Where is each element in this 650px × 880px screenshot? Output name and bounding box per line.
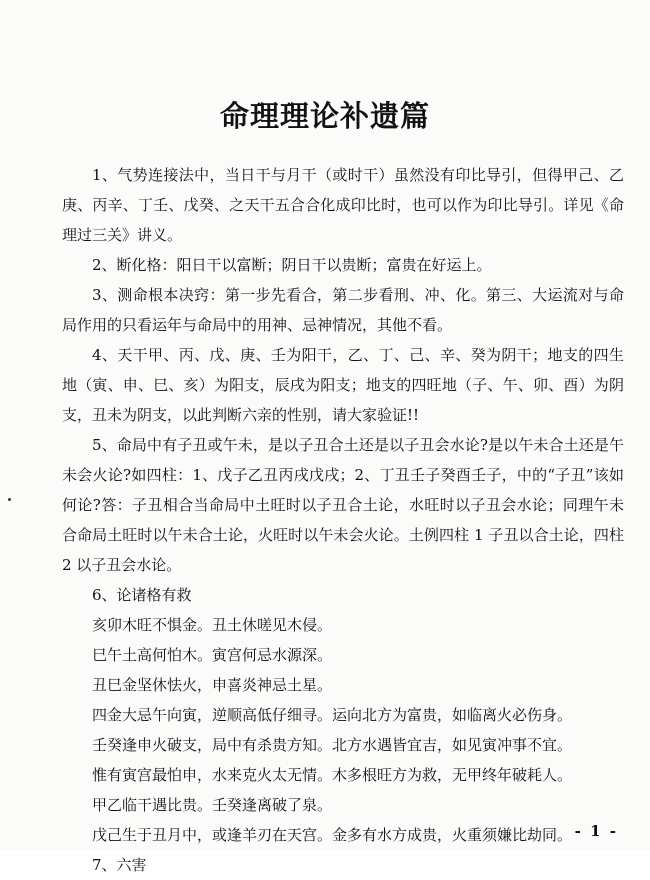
paragraph-2: 2、断化格：阳日干以富断；阴日干以贵断；富贵在好运上。	[92, 256, 492, 274]
section-heading-7: 7、六害	[92, 856, 147, 874]
verse-line-2: 巳午土高何怕木。寅宫何忌水源深。	[92, 646, 333, 664]
page-title: 命理理论补遗篇	[219, 99, 430, 133]
verse-line-3: 丑巳金坚休怯火，申喜炎神忌土星。	[92, 676, 333, 694]
scan-speck	[8, 498, 11, 501]
verse-line-1: 亥卯木旺不惧金。丑土休嗟见木侵。	[92, 616, 333, 634]
paragraph-3: 3、测命根本决窍：第一步先看合，第二步看刑、冲、化。第三、大运流对与命局作用的只看运年与命局中的用神、忌神情况，其他不看。	[62, 286, 624, 334]
paragraph-4: 4、天干甲、丙、戊、庚、壬为阳干，乙、丁、己、辛、癸为阴干；地支的四生地（寅、申、巳、亥）为阳支，辰戌为阳支；地支的四旺地（子、午、卯、酉）为阴支，丑未为阴支，以此判断六亲的性别，请大家验证!!	[62, 346, 624, 424]
verse-line-8: 戊己生于丑月中，或逢羊刃在天宫。金多有水方成贵，火重须嫌比劫同。	[92, 826, 573, 844]
section-heading-6: 6、论诸格有救	[92, 586, 192, 604]
paragraph-5: 5、命局中有子丑或午未，是以子丑合土还是以子丑会水论?是以午未合土还是午未会火论?如四柱：1、戊子乙丑丙戌戊戌；2、丁丑壬子癸酉壬子，中的“子丑”该如何论?答：子丑相合当命局中土旺时以子丑合土论，水旺时以子丑会水论；同理午未合命局土旺时以午未合土论，火旺时以午未会火论。土例四柱 1 子丑以合土论，四柱 2 以子丑会水论。	[62, 436, 624, 574]
verse-line-6: 惟有寅宫最怕申，水来克火太无情。木多根旺方为救，无甲终年破耗人。	[92, 766, 573, 784]
body-text	[62, 160, 624, 880]
verse-line-4: 四金大忌午向寅，逆顺高低仔细寻。运向北方为富贵，如临离火必伤身。	[92, 706, 573, 724]
page-number: - 1 -	[574, 822, 618, 840]
verse-line-5: 壬癸逢申火破支，局中有杀贵方知。北方水遇皆宜吉，如见寅冲事不宜。	[92, 736, 573, 754]
verse-line-7: 甲乙临干遇比贵。壬癸逢离破了泉。	[92, 796, 333, 814]
paragraph-1: 1、气势连接法中，当日干与月干（或时干）虽然没有印比导引，但得甲己、乙庚、丙辛、丁壬、戊癸、之天干五合合化成印比时，也可以作为印比导引。详见《命理过三关》讲义。	[62, 166, 624, 244]
